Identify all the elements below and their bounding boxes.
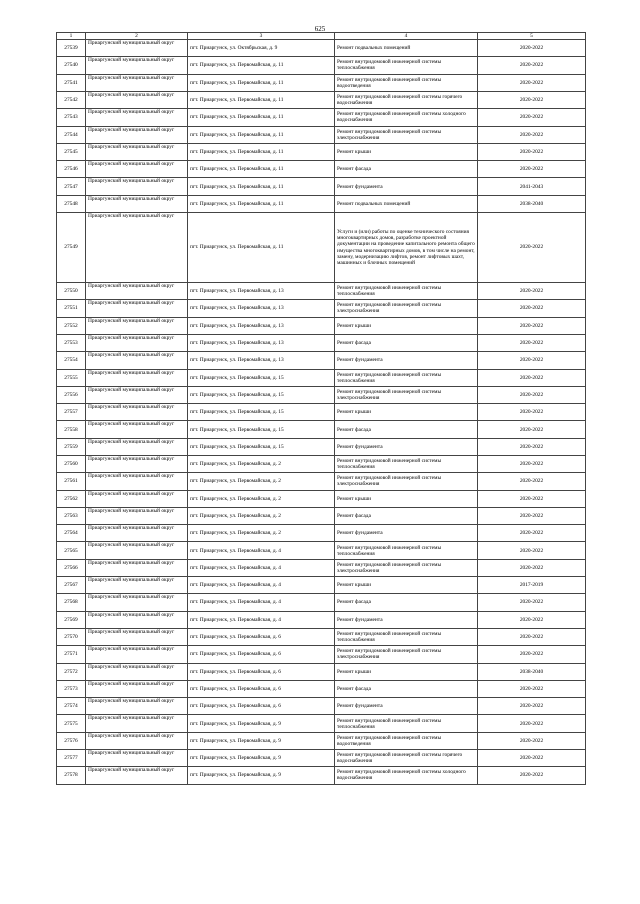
table-row xyxy=(57,473,586,490)
period-cell: 2020-2022 xyxy=(478,732,586,749)
work-type-cell: Ремонт фасада xyxy=(335,594,478,611)
address-cell: пгт. Приаргунск, ул. Первомайская, д. 6 xyxy=(188,628,335,645)
row-number-cell: 27557 xyxy=(57,404,86,421)
municipality-cell: Приаргунский муниципальный округ xyxy=(86,421,188,438)
period-cell: 2020-2022 xyxy=(478,611,586,628)
address-cell: пгт. Приаргунск, ул. Октябрьская, д. 9 xyxy=(188,40,335,57)
address-cell: пгт. Приаргунск, ул. Первомайская, д. 2 xyxy=(188,490,335,507)
period-cell: 2020-2022 xyxy=(478,767,586,784)
page-number: 625 xyxy=(314,25,326,33)
address-cell: пгт. Приаргунск, ул. Первомайская, д. 15 xyxy=(188,438,335,455)
row-number-cell: 27547 xyxy=(57,178,86,195)
work-type-cell: Ремонт крыши xyxy=(335,143,478,160)
column-header-3: 3 xyxy=(188,33,335,40)
municipality-cell: Приаргунский муниципальный округ xyxy=(86,767,188,784)
row-number-cell: 27544 xyxy=(57,126,86,143)
municipality-cell: Приаргунский муниципальный округ xyxy=(86,559,188,576)
row-number-cell: 27566 xyxy=(57,559,86,576)
table-row xyxy=(57,57,586,74)
work-type-cell: Ремонт крыши xyxy=(335,404,478,421)
table-row xyxy=(57,680,586,697)
work-type-cell: Ремонт внутридомовой инженерной системы электроснабжения xyxy=(335,300,478,317)
table-row xyxy=(57,594,586,611)
work-type-cell: Ремонт внутридомовой инженерной системы электроснабжения xyxy=(335,126,478,143)
period-cell: 2020-2022 xyxy=(478,542,586,559)
address-cell: пгт. Приаргунск, ул. Первомайская, д. 6 xyxy=(188,680,335,697)
address-cell: пгт. Приаргунск, ул. Первомайская, д. 6 xyxy=(188,646,335,663)
work-type-cell: Ремонт внутридомовой инженерной системы теплоснабжения xyxy=(335,715,478,732)
work-type-cell: Ремонт внутридомовой инженерной системы электроснабжения xyxy=(335,473,478,490)
work-type-cell: Ремонт фасада xyxy=(335,334,478,351)
row-number-cell: 27559 xyxy=(57,438,86,455)
address-cell: пгт. Приаргунск, ул. Первомайская, д. 13 xyxy=(188,334,335,351)
table-row xyxy=(57,490,586,507)
municipality-cell: Приаргунский муниципальный округ xyxy=(86,404,188,421)
work-type-cell: Ремонт внутридомовой инженерной системы горячего водоснабжения xyxy=(335,91,478,108)
row-number-cell: 27567 xyxy=(57,577,86,594)
row-number-cell: 27539 xyxy=(57,40,86,57)
address-cell: пгт. Приаргунск, ул. Первомайская, д. 2 xyxy=(188,507,335,524)
period-cell: 2038-2040 xyxy=(478,663,586,680)
address-cell: пгт. Приаргунск, ул. Первомайская, д. 11 xyxy=(188,195,335,212)
municipality-cell: Приаргунский муниципальный округ xyxy=(86,646,188,663)
municipality-cell: Приаргунский муниципальный округ xyxy=(86,178,188,195)
period-cell: 2020-2022 xyxy=(478,40,586,57)
address-cell: пгт. Приаргунск, ул. Первомайская, д. 15 xyxy=(188,404,335,421)
row-number-cell: 27554 xyxy=(57,352,86,369)
municipality-cell: Приаргунский муниципальный округ xyxy=(86,750,188,767)
address-cell: пгт. Приаргунск, ул. Первомайская, д. 13 xyxy=(188,283,335,300)
municipality-cell: Приаргунский муниципальный округ xyxy=(86,732,188,749)
table-row xyxy=(57,300,586,317)
address-cell: пгт. Приаргунск, ул. Первомайская, д. 9 xyxy=(188,767,335,784)
table-row xyxy=(57,611,586,628)
municipality-cell: Приаргунский муниципальный округ xyxy=(86,438,188,455)
table-row xyxy=(57,421,586,438)
column-header-2: 2 xyxy=(86,33,188,40)
row-number-cell: 27548 xyxy=(57,195,86,212)
table-row xyxy=(57,369,586,386)
address-cell: пгт. Приаргунск, ул. Первомайская, д. 11 xyxy=(188,126,335,143)
municipality-cell: Приаргунский муниципальный округ xyxy=(86,490,188,507)
municipality-cell: Приаргунский муниципальный округ xyxy=(86,473,188,490)
period-cell: 2020-2022 xyxy=(478,680,586,697)
row-number-cell: 27574 xyxy=(57,698,86,715)
work-type-cell: Ремонт фундамента xyxy=(335,698,478,715)
table-row xyxy=(57,577,586,594)
period-cell: 2020-2022 xyxy=(478,490,586,507)
work-type-cell: Услуги и (или) работы по оценке технического состояния многоквартирных домов, разработке проектной документации на проведение капитального ремонта общего имущества многоквартирных домов, в том числе на ремонт, замену, модернизацию лифтов, ремонт лифтовых шахт, машинных и блочных помещений xyxy=(335,213,478,283)
address-cell: пгт. Приаргунск, ул. Первомайская, д. 6 xyxy=(188,698,335,715)
period-cell: 2020-2022 xyxy=(478,594,586,611)
municipality-cell: Приаргунский муниципальный округ xyxy=(86,369,188,386)
work-type-cell: Ремонт крыши xyxy=(335,663,478,680)
municipality-cell: Приаргунский муниципальный округ xyxy=(86,611,188,628)
municipality-cell: Приаргунский муниципальный округ xyxy=(86,525,188,542)
work-type-cell: Ремонт фундамента xyxy=(335,178,478,195)
row-number-cell: 27546 xyxy=(57,161,86,178)
period-cell: 2020-2022 xyxy=(478,438,586,455)
work-type-cell: Ремонт фасада xyxy=(335,680,478,697)
address-cell: пгт. Приаргунск, ул. Первомайская, д. 4 xyxy=(188,611,335,628)
row-number-cell: 27553 xyxy=(57,334,86,351)
table-row xyxy=(57,525,586,542)
period-cell: 2020-2022 xyxy=(478,283,586,300)
row-number-cell: 27549 xyxy=(57,213,86,283)
municipality-cell: Приаргунский муниципальный округ xyxy=(86,680,188,697)
row-number-cell: 27550 xyxy=(57,283,86,300)
period-cell: 2020-2022 xyxy=(478,352,586,369)
municipality-cell: Приаргунский муниципальный округ xyxy=(86,300,188,317)
municipality-cell: Приаргунский муниципальный округ xyxy=(86,698,188,715)
work-type-cell: Ремонт внутридомовой инженерной системы водоотведения xyxy=(335,74,478,91)
table-row xyxy=(57,750,586,767)
period-cell: 2020-2022 xyxy=(478,525,586,542)
table-row xyxy=(57,767,586,784)
period-cell: 2038-2040 xyxy=(478,195,586,212)
work-type-cell: Ремонт внутридомовой инженерной системы теплоснабжения xyxy=(335,455,478,472)
address-cell: пгт. Приаргунск, ул. Первомайская, д. 15 xyxy=(188,369,335,386)
address-cell: пгт. Приаргунск, ул. Первомайская, д. 2 xyxy=(188,455,335,472)
column-header-5: 5 xyxy=(478,33,586,40)
work-type-cell: Ремонт внутридомовой инженерной системы теплоснабжения xyxy=(335,283,478,300)
period-cell: 2020-2022 xyxy=(478,74,586,91)
row-number-cell: 27563 xyxy=(57,507,86,524)
period-cell: 2020-2022 xyxy=(478,300,586,317)
work-type-cell: Ремонт внутридомовой инженерной системы горячего водоснабжения xyxy=(335,750,478,767)
address-cell: пгт. Приаргунск, ул. Первомайская, д. 11 xyxy=(188,143,335,160)
address-cell: пгт. Приаргунск, ул. Первомайская, д. 9 xyxy=(188,732,335,749)
row-number-cell: 27556 xyxy=(57,386,86,403)
table-row xyxy=(57,404,586,421)
address-cell: пгт. Приаргунск, ул. Первомайская, д. 6 xyxy=(188,663,335,680)
registry-table xyxy=(56,32,586,785)
registry-table-body xyxy=(57,33,586,785)
work-type-cell: Ремонт внутридомовой инженерной системы электроснабжения xyxy=(335,559,478,576)
municipality-cell: Приаргунский муниципальный округ xyxy=(86,628,188,645)
period-cell: 2020-2022 xyxy=(478,473,586,490)
row-number-cell: 27565 xyxy=(57,542,86,559)
period-cell: 2020-2022 xyxy=(478,386,586,403)
period-cell: 2020-2022 xyxy=(478,91,586,108)
municipality-cell: Приаргунский муниципальный округ xyxy=(86,161,188,178)
municipality-cell: Приаргунский муниципальный округ xyxy=(86,317,188,334)
work-type-cell: Ремонт фундамента xyxy=(335,611,478,628)
municipality-cell: Приаргунский муниципальный округ xyxy=(86,213,188,283)
table-row xyxy=(57,352,586,369)
row-number-cell: 27541 xyxy=(57,74,86,91)
table-row xyxy=(57,283,586,300)
period-cell: 2020-2022 xyxy=(478,143,586,160)
work-type-cell: Ремонт фасада xyxy=(335,421,478,438)
period-cell: 2041-2043 xyxy=(478,178,586,195)
column-header-4: 4 xyxy=(335,33,478,40)
address-cell: пгт. Приаргунск, ул. Первомайская, д. 15 xyxy=(188,421,335,438)
address-cell: пгт. Приаргунск, ул. Первомайская, д. 11 xyxy=(188,178,335,195)
row-number-cell: 27576 xyxy=(57,732,86,749)
address-cell: пгт. Приаргунск, ул. Первомайская, д. 4 xyxy=(188,542,335,559)
work-type-cell: Ремонт внутридомовой инженерной системы электроснабжения xyxy=(335,646,478,663)
municipality-cell: Приаргунский муниципальный округ xyxy=(86,594,188,611)
municipality-cell: Приаргунский муниципальный округ xyxy=(86,386,188,403)
work-type-cell: Ремонт фасада xyxy=(335,161,478,178)
period-cell: 2020-2022 xyxy=(478,126,586,143)
work-type-cell: Ремонт подвальных помещений xyxy=(335,40,478,57)
period-cell: 2020-2022 xyxy=(478,646,586,663)
period-cell: 2020-2022 xyxy=(478,750,586,767)
work-type-cell: Ремонт внутридомовой инженерной системы холодного водоснабжения xyxy=(335,767,478,784)
work-type-cell: Ремонт внутридомовой инженерной системы холодного водоснабжения xyxy=(335,109,478,126)
work-type-cell: Ремонт фасада xyxy=(335,507,478,524)
address-cell: пгт. Приаргунск, ул. Первомайская, д. 13 xyxy=(188,317,335,334)
work-type-cell: Ремонт крыши xyxy=(335,317,478,334)
row-number-cell: 27552 xyxy=(57,317,86,334)
period-cell: 2017-2019 xyxy=(478,577,586,594)
address-cell: пгт. Приаргунск, ул. Первомайская, д. 4 xyxy=(188,594,335,611)
municipality-cell: Приаргунский муниципальный округ xyxy=(86,57,188,74)
table-row xyxy=(57,317,586,334)
table-row xyxy=(57,178,586,195)
municipality-cell: Приаргунский муниципальный округ xyxy=(86,126,188,143)
row-number-cell: 27545 xyxy=(57,143,86,160)
municipality-cell: Приаргунский муниципальный округ xyxy=(86,507,188,524)
row-number-cell: 27570 xyxy=(57,628,86,645)
address-cell: пгт. Приаргунск, ул. Первомайская, д. 2 xyxy=(188,525,335,542)
address-cell: пгт. Приаргунск, ул. Первомайская, д. 9 xyxy=(188,750,335,767)
address-cell: пгт. Приаргунск, ул. Первомайская, д. 13 xyxy=(188,352,335,369)
address-cell: пгт. Приаргунск, ул. Первомайская, д. 9 xyxy=(188,715,335,732)
period-cell: 2020-2022 xyxy=(478,698,586,715)
period-cell: 2020-2022 xyxy=(478,161,586,178)
municipality-cell: Приаргунский муниципальный округ xyxy=(86,455,188,472)
work-type-cell: Ремонт подвальных помещений xyxy=(335,195,478,212)
column-number-header-row xyxy=(57,33,586,40)
period-cell: 2020-2022 xyxy=(478,455,586,472)
period-cell: 2020-2022 xyxy=(478,559,586,576)
table-row xyxy=(57,126,586,143)
period-cell: 2020-2022 xyxy=(478,628,586,645)
row-number-cell: 27568 xyxy=(57,594,86,611)
table-row xyxy=(57,74,586,91)
municipality-cell: Приаргунский муниципальный округ xyxy=(86,542,188,559)
row-number-cell: 27577 xyxy=(57,750,86,767)
table-row xyxy=(57,628,586,645)
municipality-cell: Приаргунский муниципальный округ xyxy=(86,283,188,300)
work-type-cell: Ремонт фундамента xyxy=(335,525,478,542)
table-row xyxy=(57,91,586,108)
table-row xyxy=(57,195,586,212)
row-number-cell: 27564 xyxy=(57,525,86,542)
municipality-cell: Приаргунский муниципальный округ xyxy=(86,91,188,108)
table-row xyxy=(57,386,586,403)
period-cell: 2020-2022 xyxy=(478,57,586,74)
table-row xyxy=(57,213,586,283)
table-row xyxy=(57,732,586,749)
table-row xyxy=(57,161,586,178)
address-cell: пгт. Приаргунск, ул. Первомайская, д. 11 xyxy=(188,213,335,283)
work-type-cell: Ремонт фундамента xyxy=(335,438,478,455)
table-row xyxy=(57,334,586,351)
table-row xyxy=(57,143,586,160)
municipality-cell: Приаргунский муниципальный округ xyxy=(86,109,188,126)
table-row xyxy=(57,646,586,663)
table-row xyxy=(57,455,586,472)
address-cell: пгт. Приаргунск, ул. Первомайская, д. 11 xyxy=(188,57,335,74)
row-number-cell: 27569 xyxy=(57,611,86,628)
row-number-cell: 27543 xyxy=(57,109,86,126)
row-number-cell: 27573 xyxy=(57,680,86,697)
address-cell: пгт. Приаргунск, ул. Первомайская, д. 11 xyxy=(188,74,335,91)
period-cell: 2020-2022 xyxy=(478,317,586,334)
work-type-cell: Ремонт внутридомовой инженерной системы водоотведения xyxy=(335,732,478,749)
address-cell: пгт. Приаргунск, ул. Первомайская, д. 11 xyxy=(188,91,335,108)
work-type-cell: Ремонт внутридомовой инженерной системы теплоснабжения xyxy=(335,57,478,74)
table-row xyxy=(57,507,586,524)
work-type-cell: Ремонт фундамента xyxy=(335,352,478,369)
period-cell: 2020-2022 xyxy=(478,421,586,438)
column-header-1: 1 xyxy=(57,33,86,40)
table-row xyxy=(57,40,586,57)
address-cell: пгт. Приаргунск, ул. Первомайская, д. 15 xyxy=(188,386,335,403)
table-row xyxy=(57,109,586,126)
municipality-cell: Приаргунский муниципальный округ xyxy=(86,352,188,369)
municipality-cell: Приаргунский муниципальный округ xyxy=(86,143,188,160)
period-cell: 2020-2022 xyxy=(478,507,586,524)
period-cell: 2020-2022 xyxy=(478,369,586,386)
table-row xyxy=(57,715,586,732)
municipality-cell: Приаргунский муниципальный округ xyxy=(86,334,188,351)
work-type-cell: Ремонт крыши xyxy=(335,577,478,594)
work-type-cell: Ремонт крыши xyxy=(335,490,478,507)
row-number-cell: 27558 xyxy=(57,421,86,438)
address-cell: пгт. Приаргунск, ул. Первомайская, д. 11 xyxy=(188,109,335,126)
municipality-cell: Приаргунский муниципальный округ xyxy=(86,577,188,594)
row-number-cell: 27540 xyxy=(57,57,86,74)
row-number-cell: 27578 xyxy=(57,767,86,784)
address-cell: пгт. Приаргунск, ул. Первомайская, д. 13 xyxy=(188,300,335,317)
period-cell: 2020-2022 xyxy=(478,334,586,351)
table-row xyxy=(57,542,586,559)
table-row xyxy=(57,559,586,576)
period-cell: 2020-2022 xyxy=(478,715,586,732)
row-number-cell: 27575 xyxy=(57,715,86,732)
municipality-cell: Приаргунский муниципальный округ xyxy=(86,663,188,680)
table-row xyxy=(57,438,586,455)
row-number-cell: 27562 xyxy=(57,490,86,507)
work-type-cell: Ремонт внутридомовой инженерной системы электроснабжения xyxy=(335,386,478,403)
period-cell: 2020-2022 xyxy=(478,213,586,283)
row-number-cell: 27542 xyxy=(57,91,86,108)
municipality-cell: Приаргунский муниципальный округ xyxy=(86,74,188,91)
municipality-cell: Приаргунский муниципальный округ xyxy=(86,195,188,212)
work-type-cell: Ремонт внутридомовой инженерной системы теплоснабжения xyxy=(335,542,478,559)
row-number-cell: 27551 xyxy=(57,300,86,317)
row-number-cell: 27571 xyxy=(57,646,86,663)
address-cell: пгт. Приаргунск, ул. Первомайская, д. 11 xyxy=(188,161,335,178)
period-cell: 2020-2022 xyxy=(478,404,586,421)
table-row xyxy=(57,698,586,715)
address-cell: пгт. Приаргунск, ул. Первомайская, д. 4 xyxy=(188,559,335,576)
table-row xyxy=(57,663,586,680)
row-number-cell: 27561 xyxy=(57,473,86,490)
row-number-cell: 27560 xyxy=(57,455,86,472)
address-cell: пгт. Приаргунск, ул. Первомайская, д. 2 xyxy=(188,473,335,490)
period-cell: 2020-2022 xyxy=(478,109,586,126)
work-type-cell: Ремонт внутридомовой инженерной системы теплоснабжения xyxy=(335,628,478,645)
municipality-cell: Приаргунский муниципальный округ xyxy=(86,715,188,732)
row-number-cell: 27555 xyxy=(57,369,86,386)
row-number-cell: 27572 xyxy=(57,663,86,680)
address-cell: пгт. Приаргунск, ул. Первомайская, д. 4 xyxy=(188,577,335,594)
work-type-cell: Ремонт внутридомовой инженерной системы теплоснабжения xyxy=(335,369,478,386)
municipality-cell: Приаргунский муниципальный округ xyxy=(86,40,188,57)
